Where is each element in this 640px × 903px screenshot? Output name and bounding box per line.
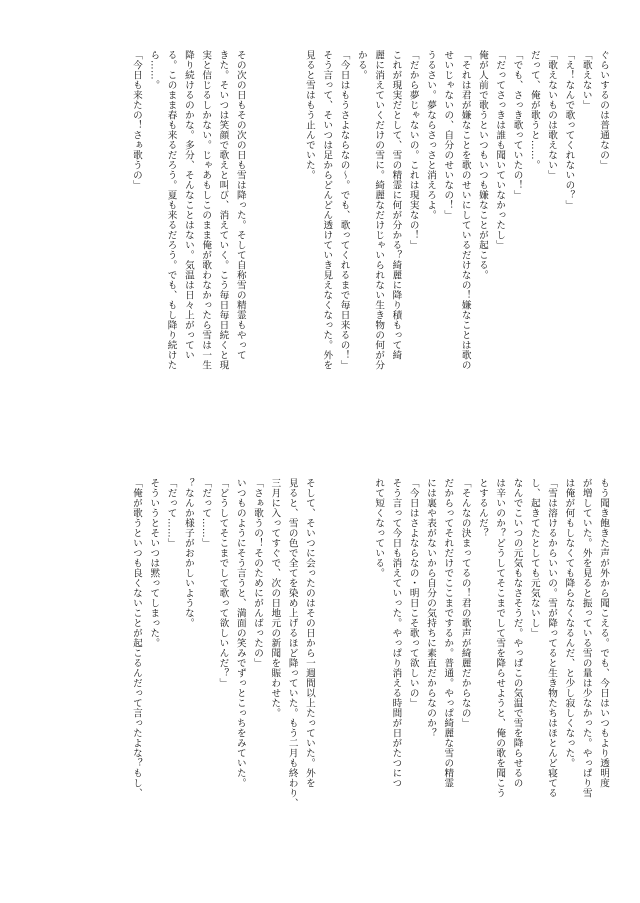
text-line: 「歌えない」 <box>580 50 592 110</box>
text-line: 「だってさっきは誰も聞いていなかったし」 <box>494 50 506 250</box>
text-line: うるさい。夢ならさっさと消えろよ。 <box>425 50 437 220</box>
text-line: 「雪は溶けるからいいの。雪が降ってると生き物たちはほとんど寝てる <box>546 478 558 798</box>
text-line: 「どうしてそこまでして歌って欲しいんだ？」 <box>217 478 229 688</box>
text-line: 「今日はもうさよならなの～。でも、歌ってくれるまで毎日来るの！」 <box>338 50 350 370</box>
text-line: し、起きてたとしても元気ないし」 <box>528 478 540 638</box>
text-line: 「そんなの決まってるの！君の歌声が綺麗だからなの」 <box>459 478 471 728</box>
text-line: ？なんか様子がおかしいような。 <box>182 478 194 628</box>
text-line: 「今日も来たの！さぁ歌うの」 <box>130 50 142 190</box>
text-line: 見ると、雪の色で全てを染め上げるほど降っていた。もう二月も終わり、 <box>286 478 298 808</box>
text-line: 「歌えないものは歌えない」 <box>546 50 558 180</box>
text-line: そう言って、そいつは足からどんどん透けていき見えなくなった。外を <box>321 50 333 370</box>
text-line: 「さぁ歌うの！そのためにがんばったの」 <box>252 478 264 668</box>
text-line: きた。そいつは笑顔で歌えと叫び、消えていく。こう毎日毎日続くと現 <box>217 50 229 370</box>
text-line: いつものようにそう言うと、満面の笑みでずっとこっちをみていた。 <box>234 478 246 788</box>
text-line: が増していた。外を見ると振っている雪の量は少なかった。やっぱり雪 <box>580 478 592 798</box>
text-line: もう聞き飽きた声が外から聞こえる。でも、今日はいつもより透明度 <box>598 478 609 788</box>
text-line <box>353 478 370 878</box>
text-line: そういうとそいつは黙ってしまった。 <box>148 478 160 648</box>
text-block-bottom <box>40 478 612 878</box>
text-line: 「それは君が嫌なことを歌のせいにしているだけなの！嫌なことは歌の <box>459 50 471 370</box>
text-line: 「俺が歌うといつも良くないことが起こるんだって言ったよな？もし、 <box>130 478 142 798</box>
text-line <box>318 478 335 878</box>
text-line: 「だから夢じゃないの。これは現実なの！」 <box>407 50 419 250</box>
text-line: そう言って今日も消えていった。やっぱり消える時間が日がたつにつ <box>390 478 402 788</box>
text-line: その次の日もその次の日も雪は降った。そして自称雪の精霊もやって <box>234 50 246 360</box>
text-line: 「今日はさよならなの・明日こそ歌って欲しいの」 <box>407 478 419 708</box>
text-line: とするんだ？ <box>476 478 488 538</box>
text-line: には裏や表がないから自分の気持ちに素直だからなのか？ <box>425 478 437 738</box>
text-line: だって、俺が歌うと……。 <box>528 50 540 170</box>
text-line: これが現実だとして、雪の精霊に何が分かる？綺麗に降り積もって綺 <box>390 50 402 360</box>
text-block-top <box>40 50 612 460</box>
text-line: せいじゃないの、自分のせいなの！」 <box>442 50 454 220</box>
text-line: 見ると雪はもう止んでいた。 <box>303 50 315 180</box>
text-line: 俺が人前で歌うといつもいつも嫌なことが起こる。 <box>476 50 488 280</box>
text-line: る。このまま春も来るだろう。夏も来るだろう。でも、もし降り続けた <box>165 50 177 370</box>
text-line <box>335 478 352 878</box>
text-line: なんでこいつの元気もなさそうだ。やっぱこの気温で雪を降らせるの <box>511 478 523 788</box>
text-line: ら……。 <box>148 50 160 90</box>
text-line: 「え！なんで歌ってくれないの？」 <box>563 50 575 210</box>
text-line: 「だって……」 <box>165 478 177 548</box>
text-line: れて短くなっている。 <box>373 478 385 578</box>
text-line: 降り続けるのかな。多分、そんなことはない。気温は日々上がってい <box>182 50 194 360</box>
text-line <box>283 50 300 460</box>
text-line: そして、そいつに会ったのはその日から一週間以上たっていた。外を <box>303 478 315 788</box>
text-line <box>266 50 283 460</box>
text-line: 三月に入ってすぐで、次の日地元の新聞を賑わせた。 <box>269 478 281 718</box>
text-line: 実と信じるしかない。じゃあもしこのまま俺が歌わなかったら雪は一生 <box>200 50 212 370</box>
text-line <box>249 50 266 460</box>
text-line: 麗に消えていくだけの雪に。綺麗なだけじゃいられない生き物の何が分 <box>373 50 385 370</box>
text-line: は俺が何もしなくても降らなくなるんだ、と少し寂しくなった。 <box>563 478 575 768</box>
text-line: 「だって……」 <box>200 478 212 548</box>
text-line: は辛いのか？どうしてそこまでして雪を降らせようと、俺の歌を聞こう <box>494 478 506 798</box>
text-line: 「でも、さっき歌っていたの！」 <box>511 50 523 200</box>
text-line: だからってそれだけでここまでするか。普通。やっぱ綺麗な雪の精霊 <box>442 478 454 788</box>
text-line: かる。 <box>355 50 367 80</box>
text-line: ぐらいするのは普通なの」 <box>598 50 609 170</box>
